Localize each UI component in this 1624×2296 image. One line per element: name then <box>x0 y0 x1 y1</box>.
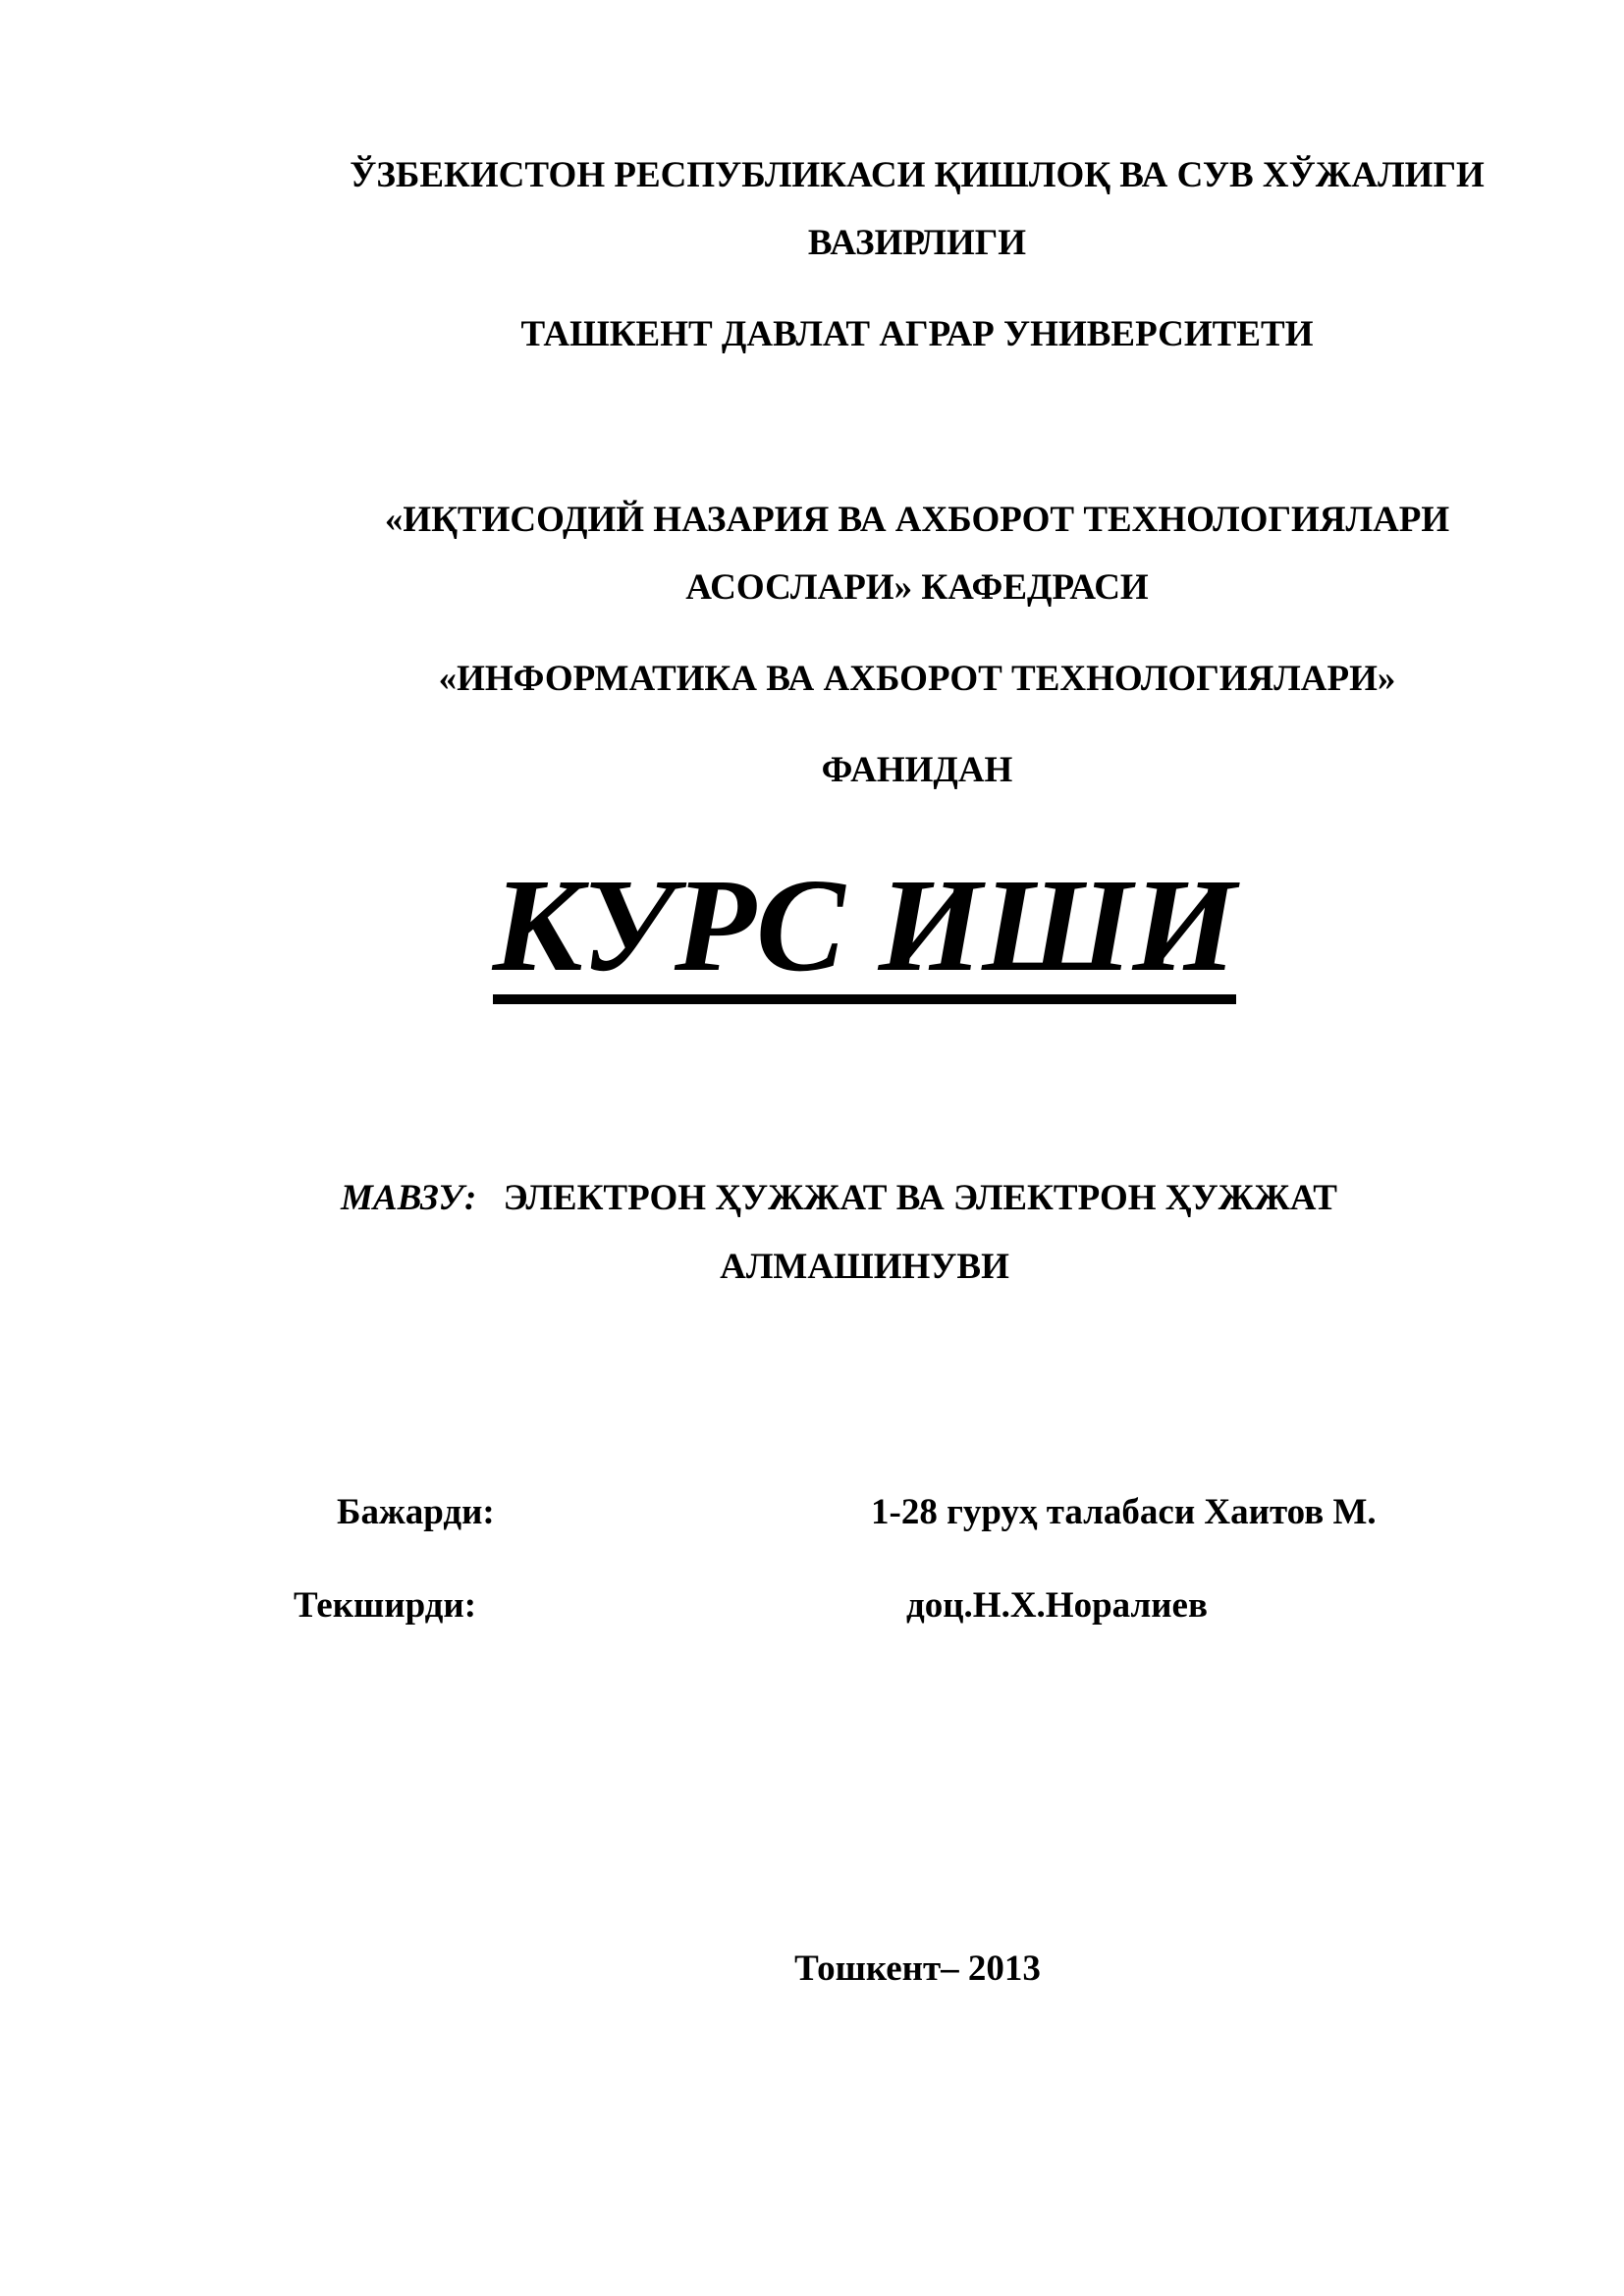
document-title-text: КУРС ИШИ <box>493 857 1237 1004</box>
department-line-2: АСОСЛАРИ» КАФЕДРАСИ <box>685 567 1149 608</box>
topic-text-1: ЭЛЕКТРОН ҲУЖЖАТ ВА ЭЛЕКТРОН ҲУЖЖАТ <box>503 1178 1337 1218</box>
ministry-line-1: ЎЗБЕКИСТОН РЕСПУБЛИКАСИ ҚИШЛОҚ ВА СУВ ХЎЖАЛИГИ <box>350 155 1485 195</box>
topic-line-1 <box>341 1177 1337 1220</box>
department-line-1: «ИҚТИСОДИЙ НАЗАРИЯ ВА АХБОРОТ ТЕХНОЛОГИЯЛАРИ <box>384 500 1450 540</box>
university-name: ТАШКЕНТ ДАВЛАТ АГРАР УНИВЕРСИТЕТИ <box>520 314 1314 354</box>
performed-by-label: Бажарди: <box>337 1492 495 1532</box>
performed-by-value: 1-28 гуруҳ талабаси Хаитов М. <box>871 1492 1377 1532</box>
subject-line-1: «ИНФОРМАТИКА ВА АХБОРОТ ТЕХНОЛОГИЯЛАРИ» <box>438 659 1396 699</box>
city-year: Тошкент– 2013 <box>794 1949 1041 1989</box>
document-title <box>0 852 1624 1004</box>
ministry-line-2: ВАЗИРЛИГИ <box>807 223 1027 263</box>
checked-by-value: доц.Н.Х.Норалиев <box>906 1585 1208 1626</box>
subject-line-2: ФАНИДАН <box>821 750 1013 790</box>
topic-label: МАВЗУ: <box>341 1178 477 1218</box>
topic-line-2: АЛМАШИНУВИ <box>720 1247 1009 1287</box>
checked-by-label: Текширди: <box>294 1585 477 1626</box>
